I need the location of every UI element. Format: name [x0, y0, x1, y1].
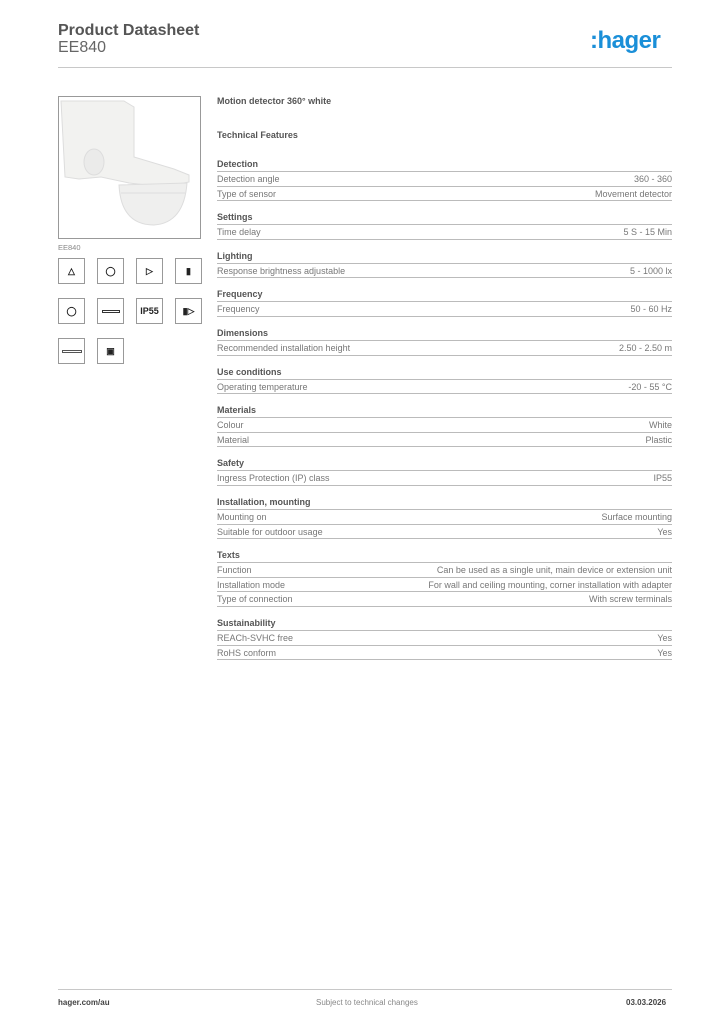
spec-row [217, 563, 672, 578]
spec-section [217, 456, 672, 486]
spec-value: 5 - 1000 lx [629, 265, 672, 276]
header-divider [58, 67, 672, 68]
electronic-transformer-icon: ▮▷ [175, 298, 202, 324]
spec-label: Detection angle [217, 174, 280, 184]
image-caption: EE840 [58, 243, 81, 252]
spec-label: Function [217, 565, 252, 576]
spec-label: RoHS conform [217, 647, 277, 658]
spec-row [217, 187, 672, 202]
spec-label: Response brightness adjustable [217, 265, 346, 276]
spec-label: Frequency [217, 304, 260, 315]
hager-logo: :hager [590, 27, 661, 54]
spec-row [217, 172, 672, 187]
spec-value: Yes [657, 647, 672, 658]
spec-label: Material [217, 434, 250, 445]
footer-website[interactable]: hager.com/au [58, 998, 110, 1007]
spec-value: For wall and ceiling mounting, corner installation with adapter [428, 579, 672, 590]
feature-icons [58, 258, 202, 364]
spec-value: Movement detector [594, 188, 672, 199]
spec-section [217, 548, 672, 607]
spec-value: Plastic [645, 434, 672, 445]
spec-label: Recommended installation height [217, 342, 351, 353]
product-name: Motion detector 360° white [217, 96, 332, 106]
technical-features [217, 96, 672, 669]
section-heading: Installation, mounting [217, 495, 672, 510]
switch-contact-icon: ▣ [97, 338, 124, 364]
spec-section [217, 157, 672, 201]
product-image [58, 96, 201, 239]
spec-value: Yes [657, 526, 672, 537]
incandescent-bulb-icon: ◯ [58, 298, 85, 324]
spec-value: White [648, 420, 672, 431]
section-heading: Lighting [217, 249, 672, 264]
spec-row [217, 418, 672, 433]
section-heading: Safety [217, 456, 672, 471]
spec-section [217, 495, 672, 539]
spec-value: 50 - 60 Hz [630, 304, 672, 315]
ceiling-lamp-icon: △ [58, 258, 85, 284]
section-heading: Settings [217, 210, 672, 225]
transformer-icon: ▷ [136, 258, 163, 284]
spec-label: Time delay [217, 227, 261, 238]
spec-row [217, 631, 672, 646]
halogen-bulb-icon: ◯ [97, 258, 124, 284]
section-heading: Frequency [217, 287, 672, 302]
spec-value: IP55 [653, 473, 672, 484]
spec-row [217, 578, 672, 593]
spec-row [217, 264, 672, 279]
page-title: Product Datasheet [58, 22, 200, 39]
energy-saving-lamp-icon: ▮ [175, 258, 202, 284]
spec-row [217, 380, 672, 395]
section-heading: Texts [217, 548, 672, 563]
fluorescent-tube-icon-2 [58, 338, 85, 364]
spec-value: With screw terminals [588, 594, 672, 605]
spec-row [217, 471, 672, 486]
spec-section [217, 326, 672, 356]
spec-label: Installation mode [217, 579, 286, 590]
spec-section [217, 403, 672, 447]
spec-row [217, 433, 672, 448]
spec-row [217, 225, 672, 240]
spec-label: Mounting on [217, 511, 267, 522]
spec-row [217, 302, 672, 317]
spec-row [217, 341, 672, 356]
spec-label: Type of connection [217, 594, 293, 605]
spec-section [217, 616, 672, 660]
spec-value: 5 S - 15 Min [623, 227, 672, 238]
section-heading: Use conditions [217, 365, 672, 380]
section-heading: Sustainability [217, 616, 672, 631]
spec-label: Type of sensor [217, 188, 277, 199]
spec-label: REACh-SVHC free [217, 632, 294, 643]
spec-value: Can be used as a single unit, main device or extension unit [436, 565, 672, 576]
spec-section [217, 287, 672, 317]
spec-label: Operating temperature [217, 381, 308, 392]
spec-section [217, 210, 672, 240]
spec-label: Colour [217, 420, 244, 431]
spec-value: Yes [657, 632, 672, 643]
ip55-icon: IP55 [136, 298, 163, 324]
footer-date: 03.03.2026 [626, 998, 667, 1007]
fluorescent-tube-icon [97, 298, 124, 324]
footer-divider [58, 989, 672, 990]
spec-value: 2.50 - 2.50 m [618, 342, 672, 353]
spec-label: Suitable for outdoor usage [217, 526, 323, 537]
spec-value: -20 - 55 °C [628, 381, 672, 392]
section-title: Technical Features [217, 130, 298, 140]
section-heading: Materials [217, 403, 672, 418]
spec-row [217, 592, 672, 607]
spec-section [217, 249, 672, 279]
spec-value: 360 - 360 [633, 174, 672, 184]
spec-row [217, 510, 672, 525]
footer-note: Subject to technical changes [316, 998, 418, 1007]
spec-row [217, 646, 672, 661]
section-heading: Dimensions [217, 326, 672, 341]
section-heading: Detection [217, 157, 672, 172]
spec-value: Surface mounting [601, 511, 672, 522]
spec-row [217, 525, 672, 540]
spec-section [217, 365, 672, 395]
product-code: EE840 [58, 39, 107, 56]
spec-label: Ingress Protection (IP) class [217, 473, 330, 484]
